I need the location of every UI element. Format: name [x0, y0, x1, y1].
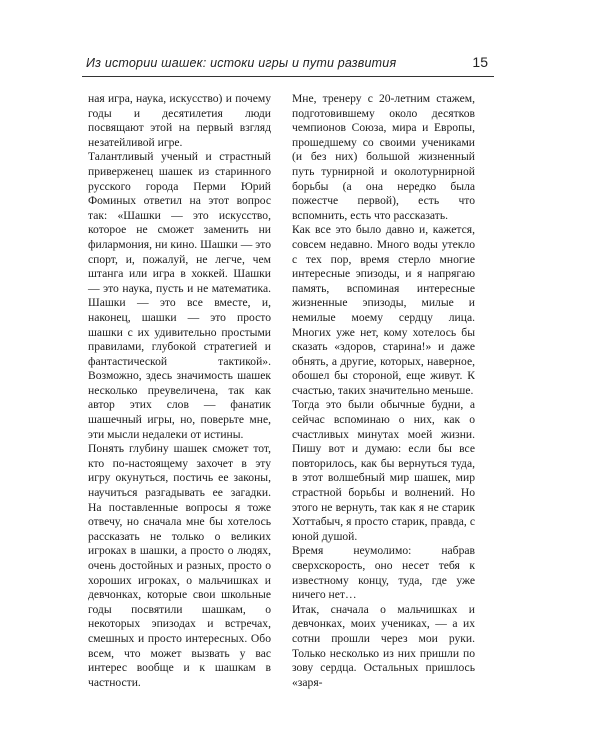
paragraph: Итак, сначала о мальчишках и девчонках, моих учениках, — а их сотни прошли через мои руки. Только несколько из них пришли по зову сердца. Остальных пришлось «заря-	[292, 602, 475, 689]
header-rule	[82, 76, 494, 77]
paragraph: Как все это было давно и, кажется, совсем недавно. Много воды утекло с тех пор, время стерло многие интересные эпизоды, и я напрягаю память, вспоминая интересные жизненные эпизоды, милые и немилые моему сердцу лица. Многих уже нет, кому хотелось бы сказать «здоров, старина!» и даже обнять, а другие, которых, наверное, обошел бы стороной, еще живут. К счастью, таких значительно меньше.	[292, 223, 475, 397]
text-column-left	[88, 92, 271, 690]
paragraph: ная игра, наука, искусство) и почему годы и десятилетия люди посвящают этой на первый взгляд незатейливой игре.	[88, 92, 271, 149]
paragraph: Время неумолимо: набрав сверхскорость, оно несет тебя к известному концу, туда, где уже ничего нет…	[292, 544, 475, 602]
paragraph: Тогда это были обычные будни, а сейчас вспоминаю о них, как о счастливых минутах моей жизни. Пишу вот и думаю: если бы все повторилось, как бы вернуться туда, в этот волшебный мир шашек, мир страстной борьбы и волнений. Но этого не вернуть, так как я не старик Хоттабыч, я просто старик, правда, с юной душой.	[292, 398, 475, 543]
text-column-right	[292, 92, 475, 690]
paragraph: Мне, тренеру с 20-летним стажем, подготовившему около десятков чемпионов Союза, мира и Европы, прошедшему со своими учениками (и без них) большой жизненный путь турнирной и околотурнирной борьбы (а она нередко была пожестче первой), есть что вспомнить, есть что рассказать.	[292, 92, 475, 222]
page-header	[82, 56, 494, 74]
paragraph: Талантливый ученый и страстный приверженец шашек из старинного русского города Перми Юрий Фоминых ответил на этот вопрос так: «Шашки — это искусство, которое не сможет заменить ни филармония, ни кино. Шашки — это спорт, и, пожалуй, не легче, чем штанга или игра в хоккей. Шашки — это наука, пусть и не математика. Шашки — это все вместе, и, наконец, шашки — это просто шашки с их удивительно простыми правилами, глубокой стратегией и фантастической тактикой». Возможно, здесь значимость шашек несколько преувеличена, так как автор этих слов — фанатик шашечный игры, но, поверьте мне, эти мысли недалеки от истины.	[88, 150, 271, 441]
paragraph: Понять глубину шашек сможет тот, кто по-настоящему захочет в эту игру окунуться, постичь ее законы, научиться разгадывать ее загадки. На поставленные вопросы я тоже отвечу, но сначала мне бы хотелось рассказать не только о великих игроках в шашки, а просто о людях, очень достойных и разных, просто о хороших игроках, о мальчишках и девчонках, которые свои школьные годы посвятили шашкам, о некоторых эпизодах и встречах, смешных и просто интересных. Обо всем, что может вызвать у вас интерес вообще и к шашкам в частности.	[88, 442, 271, 689]
running-title: Из истории шашек: истоки игры и пути развития	[86, 56, 397, 70]
page-number: 15	[472, 54, 488, 70]
